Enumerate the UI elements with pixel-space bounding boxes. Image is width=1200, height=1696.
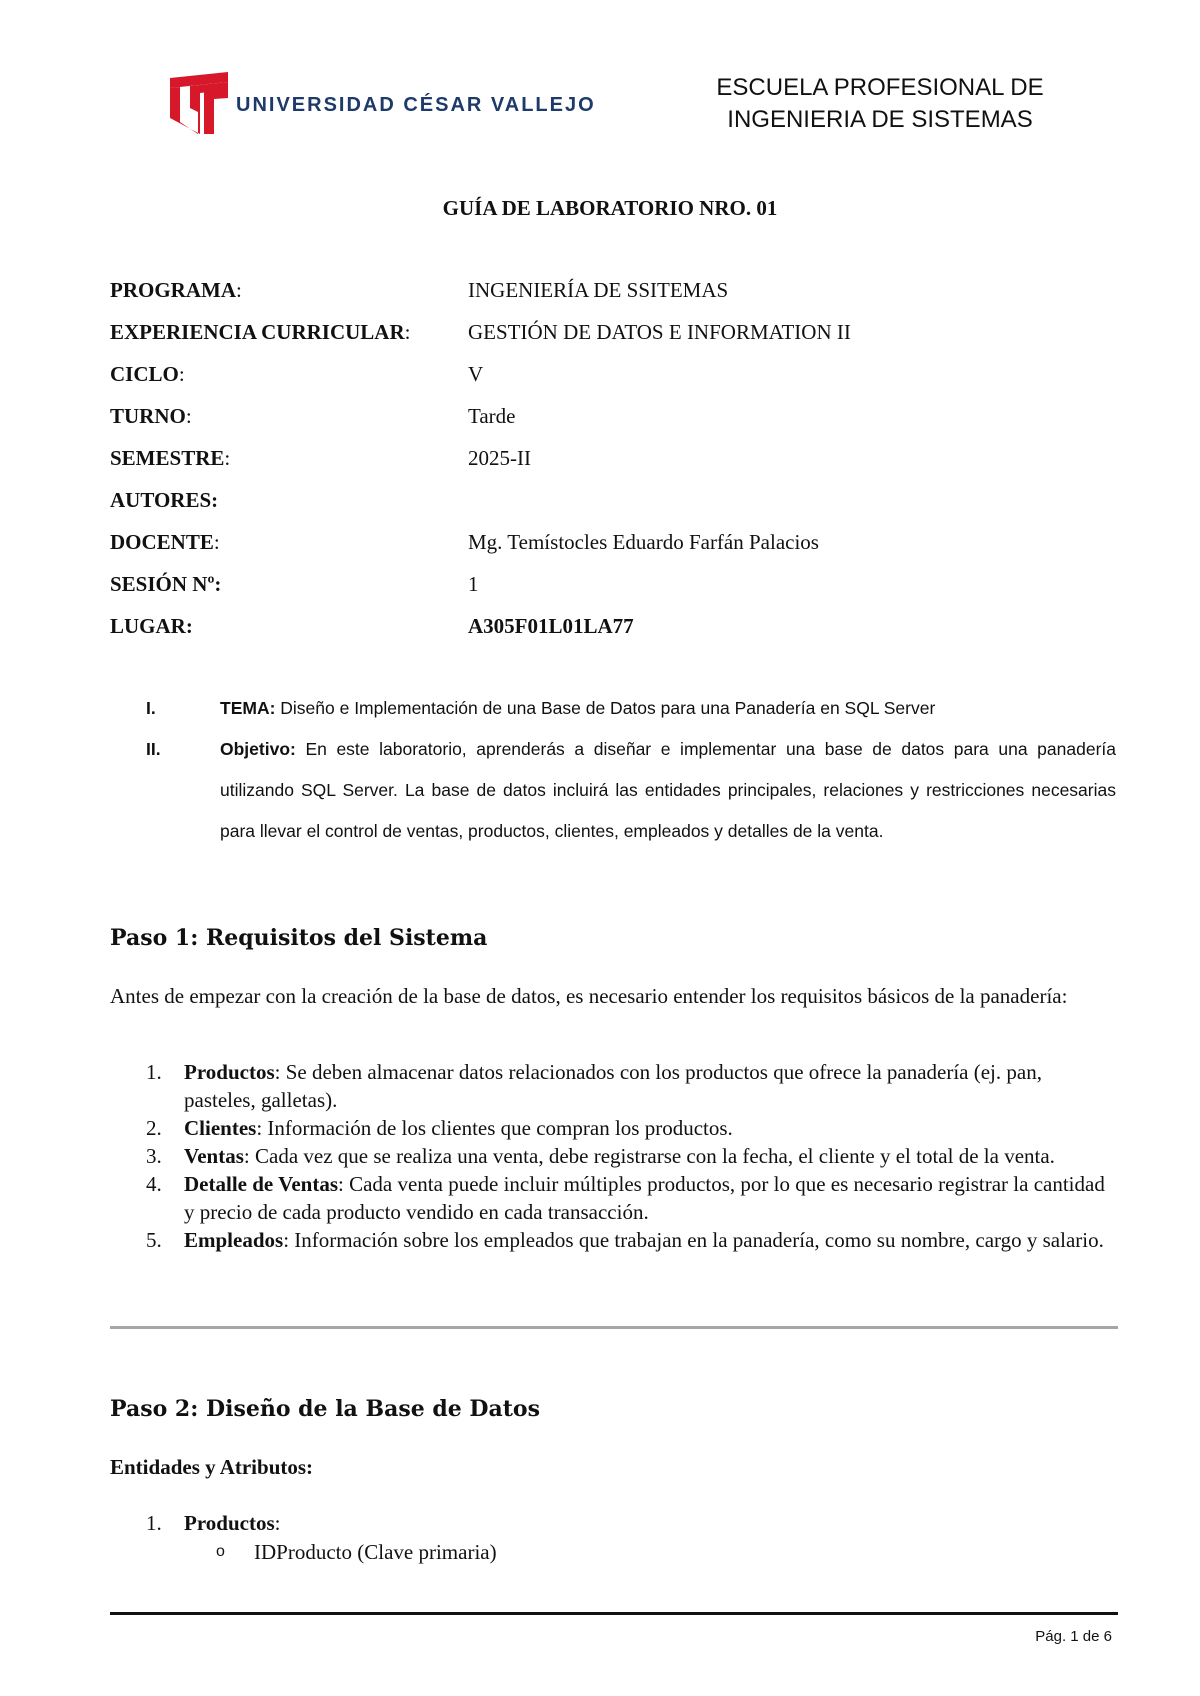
attribute-item — [216, 1537, 497, 1567]
entities-subheading: Entidades y Atributos: — [110, 1455, 314, 1479]
section-label: Objetivo: — [220, 739, 296, 759]
info-row-programa: PROGRAMA: INGENIERÍA DE SSITEMAS — [110, 278, 729, 302]
ucv-emblem-icon — [170, 72, 228, 134]
info-row-turno: TURNO: Tarde — [110, 404, 516, 428]
school-name — [700, 72, 1060, 136]
list-item: 3. Ventas: Cada vez que se realiza una venta, debe registrarse con la fecha, el cliente y el total de la venta. — [146, 1144, 1055, 1168]
school-line-2: INGENIERIA DE SISTEMAS — [727, 106, 1033, 133]
info-label: SESIÓN Nº: — [110, 572, 222, 596]
course-info — [110, 278, 851, 656]
list-item: 5. Empleados: Información sobre los empleados que trabajan en la panadería, como su nombre, cargo y salario. — [146, 1228, 1104, 1252]
info-row-docente: DOCENTE: Mg. Temístocles Eduardo Farfán Palacios — [110, 530, 819, 554]
info-row-sesion — [110, 572, 851, 614]
list-item: 4. Detalle de Ventas: Cada venta puede incluir múltiples productos, por lo que es necesario registrar la cantidad y precio de cada producto vendido en cada transacción. — [146, 1172, 1105, 1224]
document-title: GUÍA DE LABORATORIO NRO. 01 — [442, 196, 778, 220]
section-tema — [146, 688, 1116, 729]
attribute-text: IDProducto (Clave primaria) — [254, 1540, 497, 1564]
info-value: Mg. Temístocles Eduardo Farfán Palacios — [468, 530, 819, 554]
objectives-section — [146, 688, 1116, 852]
section-text: Diseño e Implementación de una Base de Datos para una Panadería en SQL Server — [275, 698, 936, 718]
section-objetivo — [146, 729, 1116, 852]
info-label: AUTORES: — [110, 488, 219, 512]
info-value: Tarde — [468, 404, 516, 428]
entity-name: Productos — [184, 1511, 275, 1535]
page-number: Pág. 1 de 6 — [1035, 1628, 1112, 1645]
info-value: 2025-II — [468, 446, 531, 470]
info-label: DOCENTE — [110, 530, 214, 554]
list-item: 1. Productos: Se deben almacenar datos relacionados con los productos que ofrece la panadería (ej. pan, pasteles, galletas). — [146, 1060, 1042, 1112]
list-item: 2. Clientes: Información de los clientes que compran los productos. — [146, 1116, 733, 1140]
requirements-list — [146, 1058, 1116, 1254]
info-label: LUGAR: — [110, 614, 193, 638]
info-row-autores — [110, 488, 851, 530]
footer-divider — [110, 1612, 1118, 1615]
info-value: INGENIERÍA DE SSITEMAS — [468, 278, 729, 302]
info-label: CICLO — [110, 362, 179, 386]
entity-number: 1. — [146, 1511, 162, 1535]
info-value: A305F01L01LA77 — [468, 614, 634, 638]
paso1-intro: Antes de empezar con la creación de la base de datos, es necesario entender los requisitos básicos de la panadería: — [110, 984, 1068, 1008]
paso2-heading: Paso 2: Diseño de la Base de Datos — [110, 1396, 540, 1422]
info-row-lugar — [110, 614, 851, 656]
info-row-experiencia: EXPERIENCIA CURRICULAR: GESTIÓN DE DATOS E INFORMATION II — [110, 320, 851, 344]
logo-text: UNIVERSIDAD CÉSAR VALLEJO — [236, 94, 596, 116]
section-number: I. — [146, 698, 156, 718]
paso1-heading: Paso 1: Requisitos del Sistema — [110, 925, 488, 951]
info-label: TURNO — [110, 404, 186, 428]
section-label: TEMA: — [220, 698, 276, 718]
bullet-icon: o — [216, 1543, 225, 1560]
info-value: GESTIÓN DE DATOS E INFORMATION II — [468, 320, 851, 344]
section-number: II. — [146, 739, 161, 759]
info-label: SEMESTRE — [110, 446, 225, 470]
info-value: V — [468, 362, 484, 386]
school-line-1: ESCUELA PROFESIONAL DE — [716, 74, 1044, 101]
info-row-ciclo: CICLO: V — [110, 362, 484, 386]
section-text: En este laboratorio, aprenderás a diseñar e implementar una base de datos para una panadería utilizando SQL Server. La base de datos incluirá las entidades principales, relaciones y restricciones necesarias para llevar el control de ventas, productos, clientes, empleados y detalles de la venta. — [220, 739, 1116, 841]
section-divider — [110, 1326, 1118, 1329]
info-row-semestre: SEMESTRE: 2025-II — [110, 446, 531, 470]
info-label: EXPERIENCIA CURRICULAR — [110, 320, 405, 344]
info-value: 1 — [468, 572, 479, 596]
info-label: PROGRAMA — [110, 278, 236, 302]
entity-item: 1. Productos: — [146, 1508, 280, 1538]
